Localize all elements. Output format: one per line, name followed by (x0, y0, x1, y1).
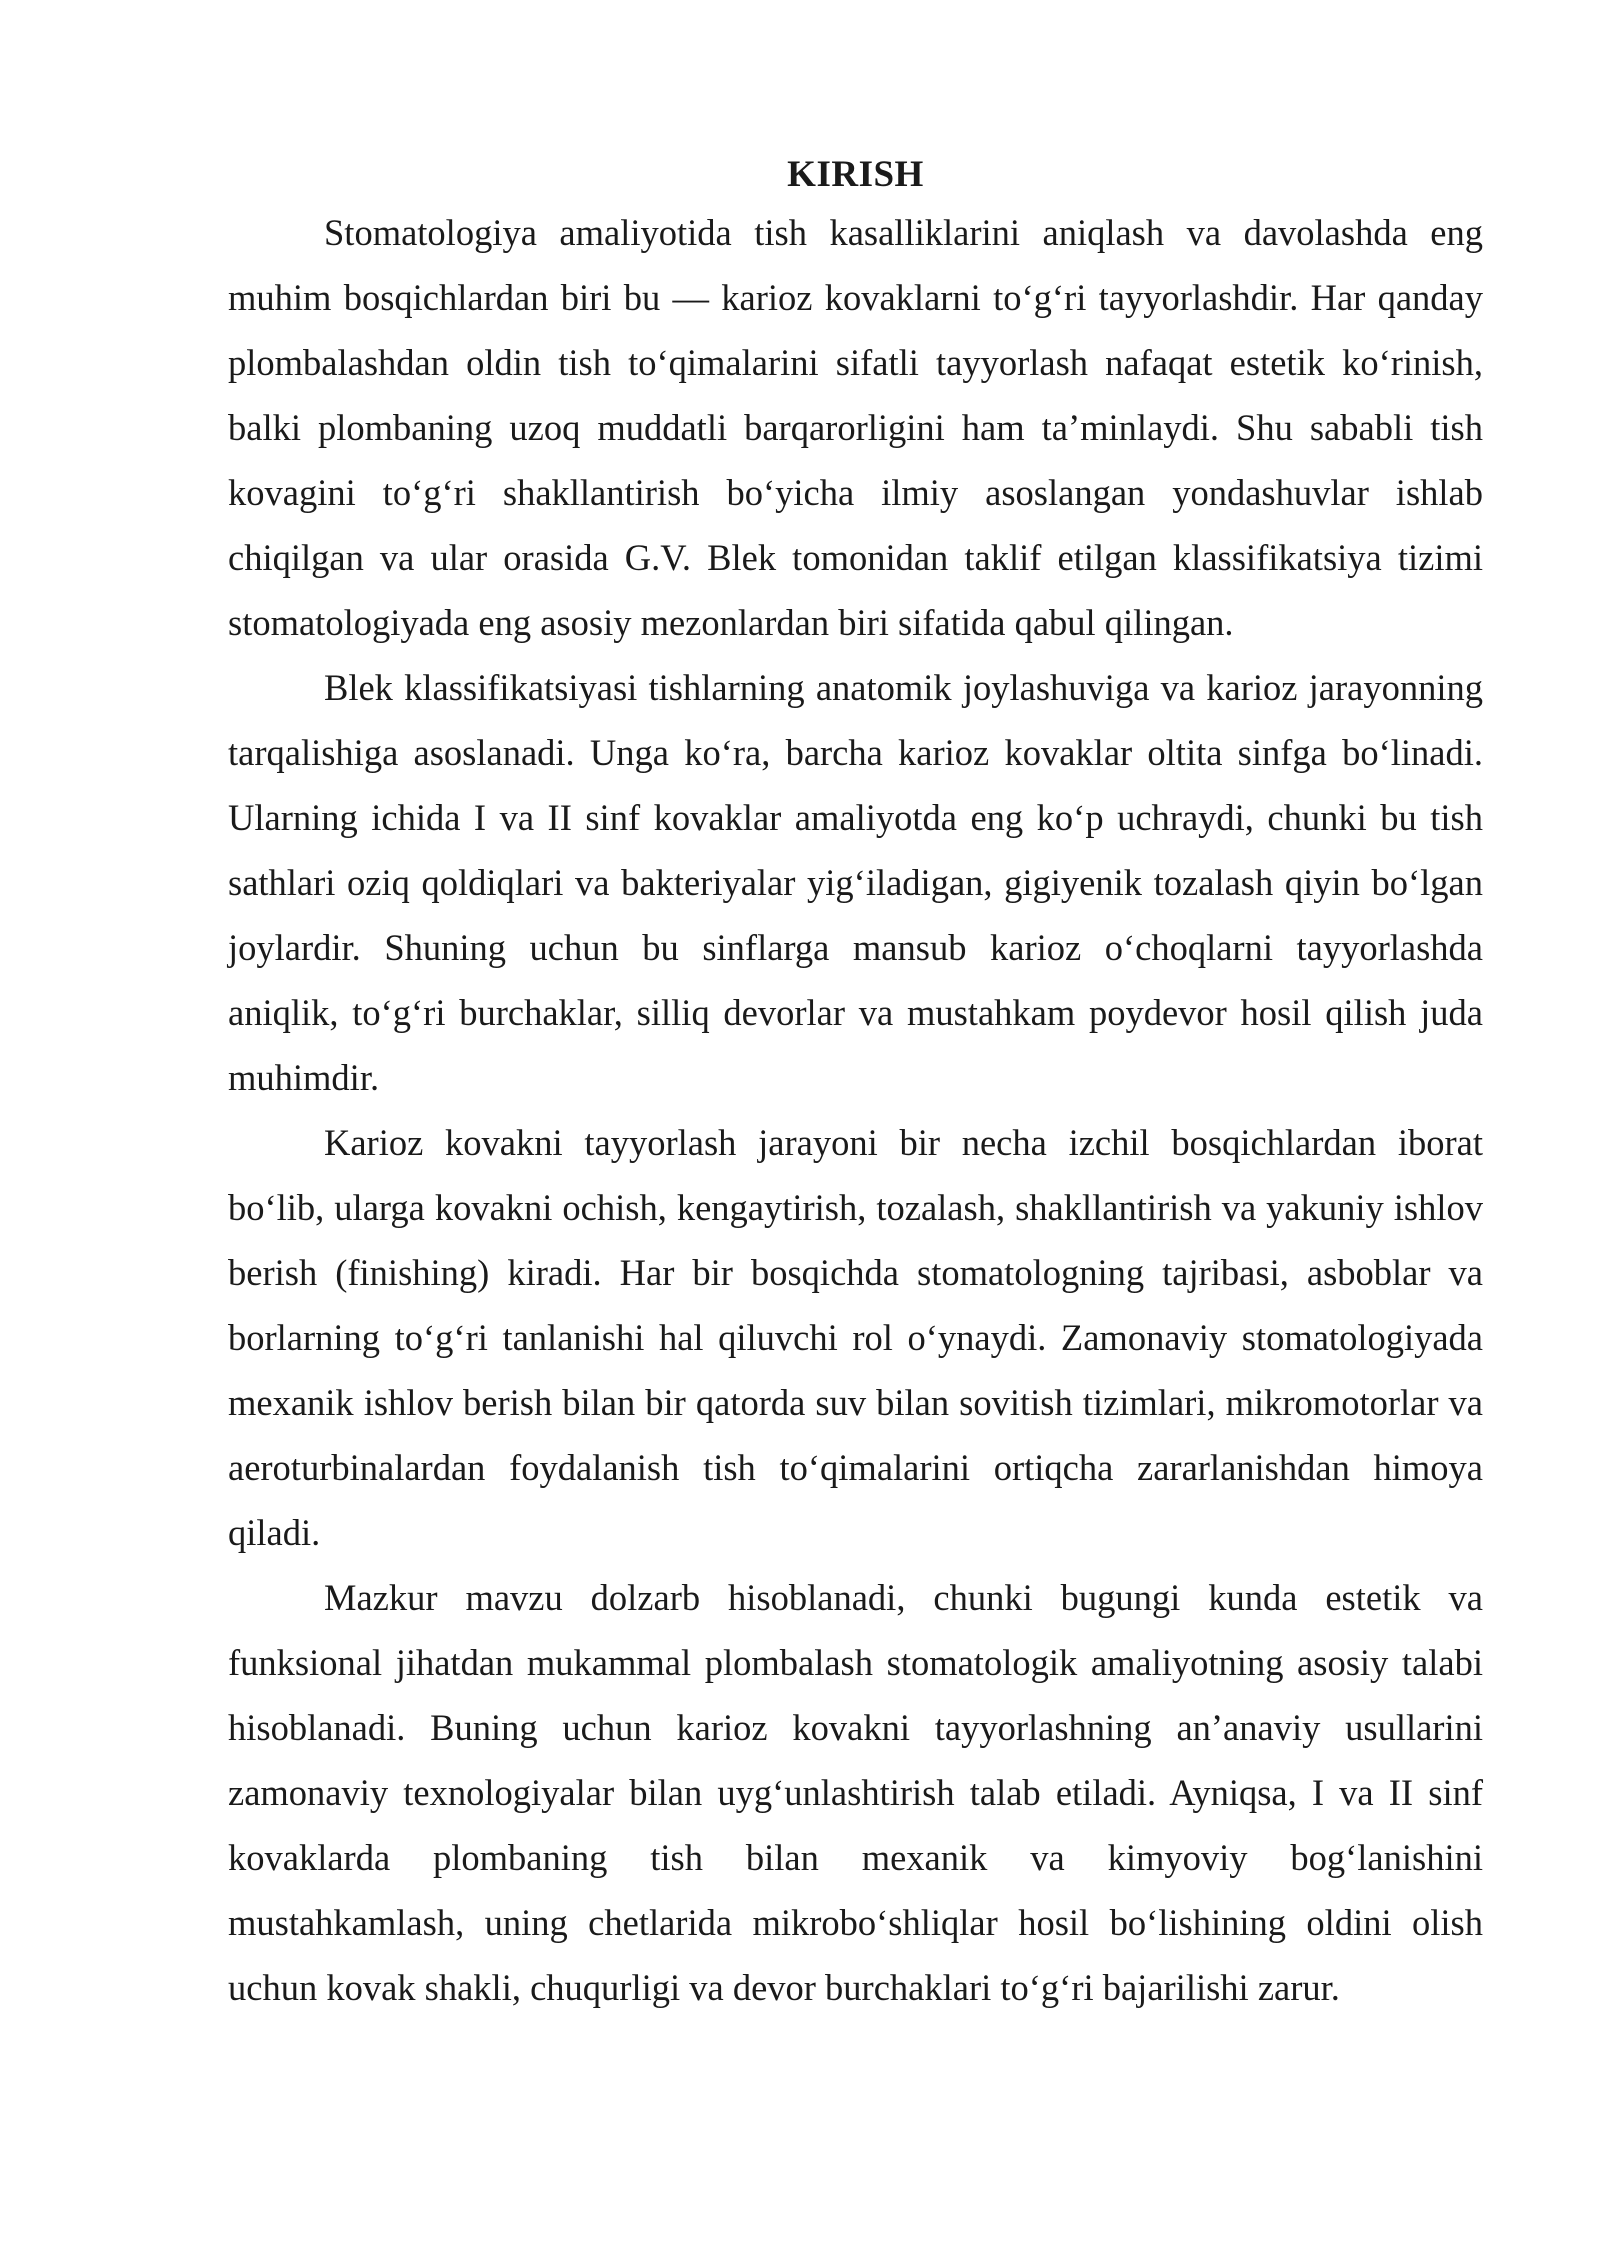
paragraph: Blek klassifikatsiyasi tishlarning anatomik joylashuviga va karioz jarayonning tarqalishiga asoslanadi. Unga ko‘ra, barcha karioz kovaklar oltita sinfga bo‘linadi. Ularning ichida I va II sinf kovaklar amaliyotda eng ko‘p uchraydi, chunki bu tish sathlari oziq qoldiqlari va bakteriyalar yig‘iladigan, gigiyenik tozalash qiyin bo‘lgan joylardir. Shuning uchun bu sinflarga mansub karioz o‘choqlarni tayyorlashda aniqlik, to‘g‘ri burchaklar, silliq devorlar va mustahkam poydevor hosil qilish juda muhimdir. (228, 667, 1483, 1098)
page-title: KIRISH (787, 154, 924, 195)
paragraph: Mazkur mavzu dolzarb hisoblanadi, chunki bugungi kunda estetik va funksional jihatdan mukammal plombalash stomatologik amaliyotning asosiy talabi hisoblanadi. Buning uchun karioz kovakni tayyorlashning an’anaviy usullarini zamonaviy texnologiyalar bilan uyg‘unlashtirish talab etiladi. Ayniqsa, I va II sinf kovaklarda plombaning tish bilan mexanik va kimyoviy bog‘lanishini mustahkamlash, uning chetlarida mikrobo‘shliqlar hosil bo‘lishining oldini olish uchun kovak shakli, chuqurligi va devor burchaklari to‘g‘ri bajarilishi zarur. (228, 1577, 1483, 2008)
paragraph: Karioz kovakni tayyorlash jarayoni bir necha izchil bosqichlardan iborat bo‘lib, ularga kovakni ochish, kengaytirish, tozalash, shakllantirish va yakuniy ishlov berish (finishing) kiradi. Har bir bosqichda stomatologning tajribasi, asboblar va borlarning to‘g‘ri tanlanishi hal qiluvchi rol o‘ynaydi. Zamonaviy stomatologiyada mexanik ishlov berish bilan bir qatorda suv bilan sovitish tizimlari, mikromotorlar va aeroturbinalardan foydalanish tish to‘qimalarini ortiqcha zararlanishdan himoya qiladi. (228, 1122, 1483, 1553)
paragraph: Stomatologiya amaliyotida tish kasalliklarini aniqlash va davolashda eng muhim bosqichlardan biri bu — karioz kovaklarni to‘g‘ri tayyorlashdir. Har qanday plombalashdan oldin tish to‘qimalarini sifatli tayyorlash nafaqat estetik ko‘rinish, balki plombaning uzoq muddatli barqarorligini ham ta’minlaydi. Shu sababli tish kovagini to‘g‘ri shakllantirish bo‘yicha ilmiy asoslangan yondashuvlar ishlab chiqilgan va ular orasida G.V. Blek tomonidan taklif etilgan klassifikatsiya tizimi stomatologiyada eng asosiy mezonlardan biri sifatida qabul qilingan. (228, 212, 1483, 643)
document-body (228, 150, 1483, 2020)
